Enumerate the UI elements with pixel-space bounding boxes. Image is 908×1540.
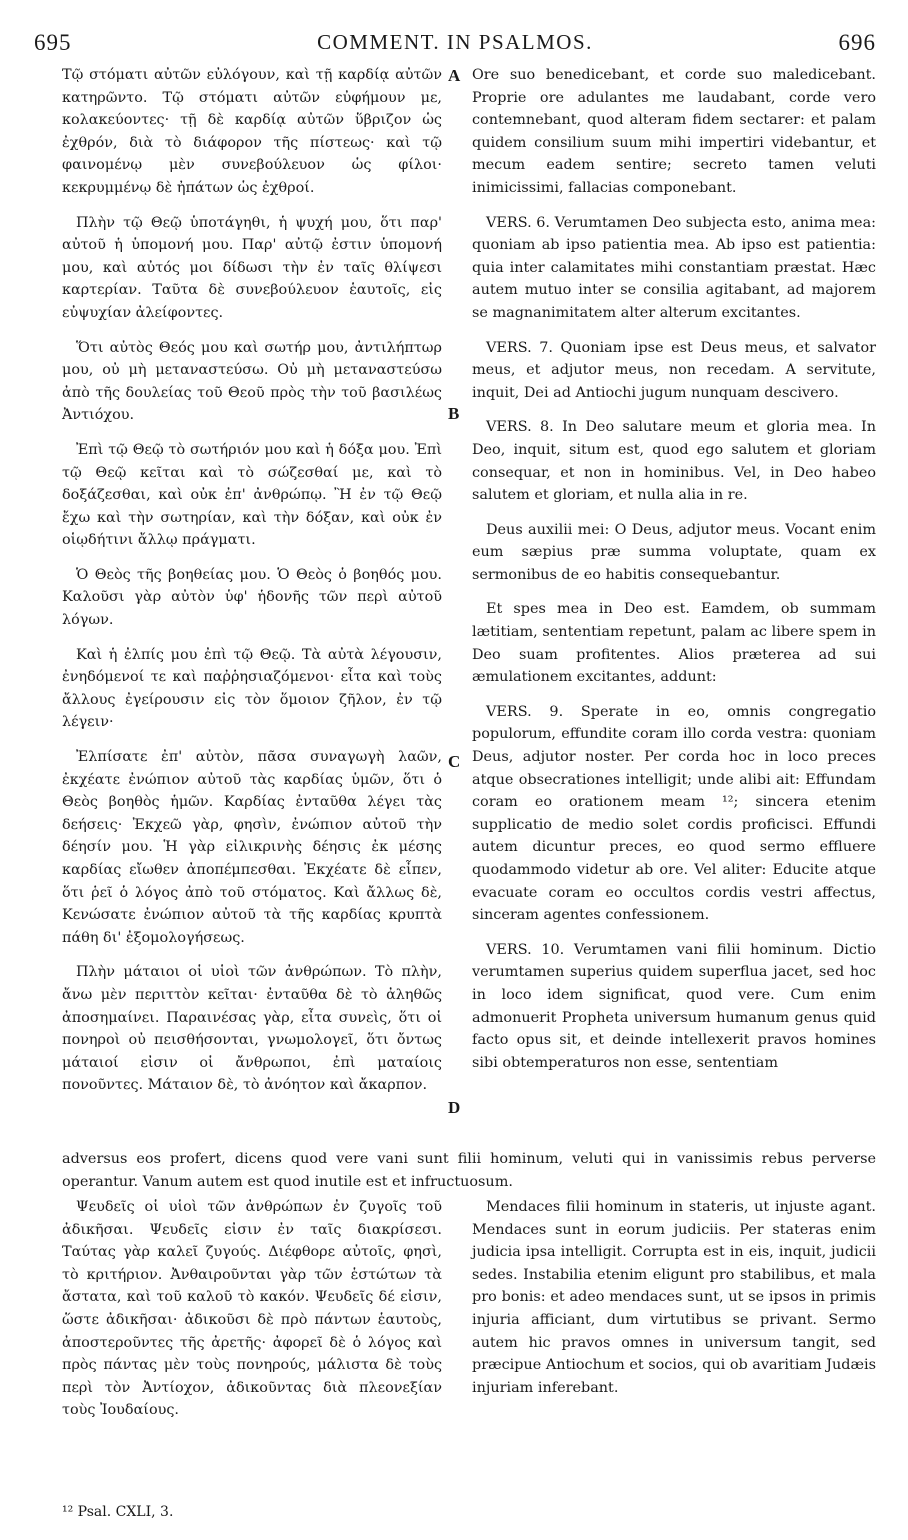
- greek-paragraph: Ὅτι αὐτὸς Θεός μου καὶ σωτήρ μου, ἀντιλήπτωρ μου, οὐ μὴ μεταναστεύσω. Οὐ μὴ μεταναστεύσω ἀπὸ τῆς δουλείας τοῦ Θεοῦ πρὸς τὴν τοῦ βασιλέως Ἀντιόχου.: [62, 339, 442, 424]
- latin-paragraph: VERS. 6. Verumtamen Deo subjecta esto, anima mea: quoniam ab ipso patientia mea. Ab ipso est patientia: quia inter calamitates mihi constantiam præstat. Hæc autem mutuo inter se consilia agitabant, ad majorem se magnanimitatem alter alterum excitantes.: [472, 214, 876, 321]
- greek-column-lower: [62, 1196, 442, 1422]
- margin-marker-b: B: [448, 404, 460, 423]
- greek-paragraph: Ψευδεῖς οἱ υἱοὶ τῶν ἀνθρώπων ἐν ζυγοῖς τοῦ ἀδικῆσαι. Ψευδεῖς εἰσιν ἐν ταῖς διακρίσεσι. Ταύτας γὰρ καλεῖ ζυγούς. Διέφθορε αὐτοῖς, φησὶ, τὸ κριτήριον. Ἀνθαιροῦνται γὰρ τῶν ἑστώτων τὰ ἄστατα, καὶ τοῦ καλοῦ τὸ κακόν. Ψευδεῖς δέ εἰσιν, ὥστε ἀδικῆσαι· ἀδικοῦσι δὲ πρὸ πάντων ἑαυτοὺς, ἀποστεροῦντες τῆς ἀρετῆς· ἀφορεῖ δὲ ὁ λόγος καὶ πρὸς πάντας μὲν τοὺς πονηρούς, μάλιστα δὲ τοὺς περὶ τὸν Ἀντίοχον, ἀδικοῦντας διὰ πλεονεξίαν τοὺς Ἰουδαίους.: [62, 1199, 442, 1419]
- running-title: COMMENT. IN PSALMOS.: [317, 30, 593, 54]
- greek-paragraph: Τῷ στόματι αὐτῶν εὐλόγουν, καὶ τῇ καρδίᾳ αὐτῶν κατηρῶντο. Τῷ στόματι αὐτῶν εὐφήμουν με, κολακεύοντες· τῇ δὲ καρδίᾳ αὐτῶν ὕβριζον ὡς ἐχθρόν, διὰ τὸ διάφορον τῆς πίστεως· καὶ τῷ φαινομένῳ μὲν συνεβούλευον ὡς φίλοι· κεκρυμμένῳ δὲ ἠπάτων ὡς ἐχθροί.: [62, 67, 442, 196]
- greek-paragraph: Ὁ Θεὸς τῆς βοηθείας μου. Ὁ Θεὸς ὁ βοηθός μου. Καλοῦσι γὰρ αὐτὸν ὑφ' ἡδονῆς τῶν περὶ αὐτοῦ λόγων.: [62, 566, 442, 629]
- greek-paragraph: Ἐπὶ τῷ Θεῷ τὸ σωτήριόν μου καὶ ἡ δόξα μου. Ἐπὶ τῷ Θεῷ κεῖται καὶ τὸ σώζεσθαί με, καὶ τὸ δοξάζεσθαι, καὶ οὐκ ἐπ' ἀνθρώπῳ. Ἢ ἐν τῷ Θεῷ ἔχω καὶ τὴν σωτηρίαν, καὶ τὴν δόξαν, καὶ οὐκ ἐν οἱῳδήτινι ἄλλῳ πράγματι.: [62, 441, 442, 549]
- latin-paragraph: VERS. 8. In Deo salutare meum et gloria mea. In Deo, inquit, situm est, quod ego salutem et gloriam consequar, et non in hominibus. Vel, in Deo habeo salutem et gloriam, et nulla alia in re.: [472, 419, 876, 504]
- latin-paragraph: VERS. 9. Sperate in eo, omnis congregatio populorum, effundite coram illo corda vestra: quoniam Deus, adjutor noster. Per corda hoc in loco preces atque obsecrationes intelligit; unde alibi ait: Effundam coram eo orationem meam ¹²; sincera etenim supplicatio de medio solet cordis proficisci. Effundi autem dicuntur preces, eo quod sermo effluere quodammodo videtur ab ore. Vel aliter: Educite atque evacuate coram eo occultos cordis vestri affectus, sinceram agentes confessionem.: [472, 703, 876, 924]
- latin-paragraph: VERS. 7. Quoniam ipse est Deus meus, et salvator meus, et adjutor meus, non recedam. A servitute, inquit, Dei ad Antiochi jugum nunquam desciverο.: [472, 339, 876, 401]
- latin-paragraph: Ore suo benedicebant, et corde suo maledicebant. Proprie ore adulantes me laudabant, corde vero contemnebant, quod alteram fidem sectarer: et palam quidem consilium suum mihi impertiri videbantur, et mecum eadem sentire; secreto tamen veluti inimicissimi, fallacias componebant.: [472, 67, 876, 196]
- greek-paragraph: Ἐλπίσατε ἐπ' αὐτὸν, πᾶσα συναγωγὴ λαῶν, ἐκχέατε ἐνώπιον αὐτοῦ τὰς καρδίας ὑμῶν, ὅτι ὁ Θεὸς βοηθὸς ἡμῶν. Καρδίας ἐνταῦθα λέγει τὰς δεήσεις· Ἐκχεῶ γὰρ, φησὶν, ἐνώπιον αὐτοῦ τὴν δέησίν μου. Ἡ γὰρ εἰλικρινὴς δέησις ἐκ μέσης καρδίας εἴωθεν ἀποπέμπεσθαι. Ἐκχέατε δὲ εἶπεν, ὅτι ῥεῖ ὁ λόγος ἀπὸ τοῦ στόματος. Καὶ ἄλλως δὲ, Κενώσατε ἐνώπιον αὐτοῦ τὰ τῆς καρδίας κρυπτὰ πάθη δι' ἐξομολογήσεως.: [62, 749, 442, 946]
- latin-paragraph: Deus auxilii mei: O Deus, adjutor meus. Vocant enim eum sæpius præ summa voluptate, quam ex sermonibus de eo habitis consequebantur.: [472, 521, 876, 583]
- greek-paragraph: Πλὴν τῷ Θεῷ ὑποτάγηθι, ἡ ψυχή μου, ὅτι παρ' αὐτοῦ ἡ ὑπομονή μου. Παρ' αὐτῷ ἐστιν ὑπομονή μου, καὶ αὐτός μοι δίδωσι τὴν ἐν ταῖς θλίψεσι καρτερίαν. Ταῦτα δὲ συνεβούλευον ἑαυτοῖς, εἰς εὐψυχίαν ἀλείφοντες.: [62, 214, 442, 321]
- latin-paragraph: VERS. 10. Verumtamen vani filii hominum. Dictio verumtamen superius quidem superflua jacet, sed hoc in loco idem significat, quod vere. Cum enim admonuerit Propheta universum humanum genus quid facto opus sit, et deinde intellexerit pravos homines sibi obtemperaturos non esse, sententiam: [472, 941, 876, 1071]
- latin-column: [472, 64, 876, 1074]
- page-number-left: 695: [34, 30, 72, 55]
- margin-marker-a: A: [448, 66, 461, 85]
- latin-continuation: adversus eos profert, dicens quod vere vani sunt filii hominum, veluti qui in vanissimis rebus perverse operantur. Vanum autem est quod inutile est et infructuosum.: [62, 1151, 876, 1190]
- full-width-line: [62, 1148, 876, 1193]
- latin-paragraph: Et spes mea in Deo est. Eamdem, ob summam lætitiam, sententiam repetunt, palam ac libere spem in Deo suam profitentes. Alios præterea ad sui æmulationem excitantes, addunt:: [472, 601, 876, 686]
- greek-paragraph: Πλὴν μάταιοι οἱ υἱοὶ τῶν ἀνθρώπων. Τὸ πλὴν, ἄνω μὲν περιττὸν κεῖται· ἐνταῦθα δὲ τὸ ἀληθῶς ἀποσημαίνει. Παραινέσας γὰρ, εἶτα συνεὶς, ὅτι οἱ πονηροὶ οὐ πεισθήσονται, γνωμολογεῖ, ὅτι ὄντως μάταιοί εἰσιν οἱ ἄνθρωποι, ἐπὶ ματαίοις πονοῦντες. Μάταιον δὲ, τὸ ἀνόητον καὶ ἄκαρπον.: [62, 964, 442, 1094]
- greek-paragraph: Καὶ ἡ ἐλπίς μου ἐπὶ τῷ Θεῷ. Τὰ αὐτὰ λέγουσιν, ἐνηδόμενοί τε καὶ παῤῥησιαζόμενοι· εἶτα καὶ τοὺς ἄλλους ἐγείρουσιν εἰς τὸν ὅμοιον ζῆλον, ἐν τῷ λέγειν·: [62, 646, 442, 731]
- footnote: ¹² Psal. CXLI, 3.: [62, 1504, 174, 1520]
- margin-marker-c: C: [448, 752, 461, 771]
- latin-column-lower: [472, 1196, 876, 1399]
- greek-column: [62, 64, 442, 1097]
- page-header: [34, 30, 876, 60]
- page-number-right: 696: [838, 30, 876, 55]
- latin-paragraph: Mendaces filii hominum in stateris, ut injuste agant. Mendaces sunt in eorum judiciis. Per stateras enim judicia ipsa intelligit. Corrupta est in eis, inquit, judicii sedes. Instabilia etenim eligunt pro stabilibus, et mala pro bonis: et adeo mendaces sunt, ut se ipsos in primis injuria afficiant, dum virtutibus se privant. Sermo autem hic pravos omnes in universum tangit, sed præcipue Antiochum et socios, qui ob avaritiam Judæis injuriam inferebant.: [472, 1199, 876, 1396]
- margin-marker-d: D: [448, 1098, 461, 1117]
